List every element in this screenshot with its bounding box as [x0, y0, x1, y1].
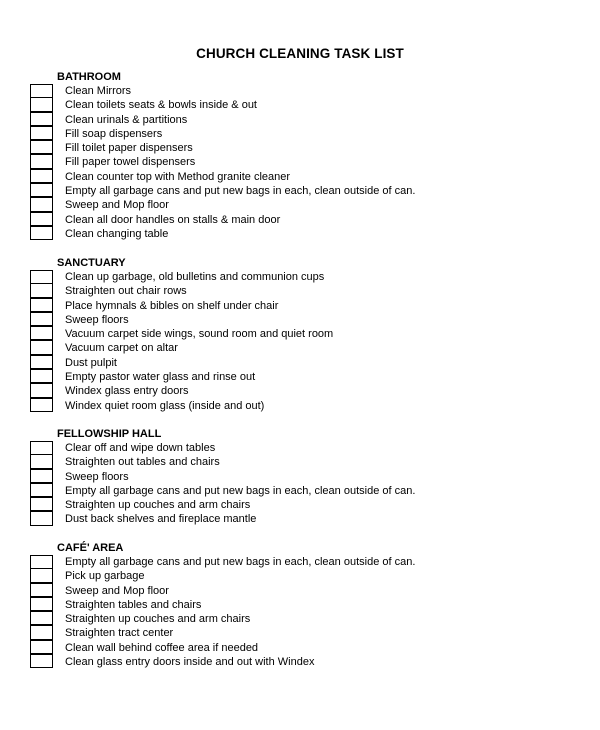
- section-cafe-area: [30, 542, 550, 669]
- task-row: [30, 98, 550, 112]
- task-row: [30, 498, 550, 512]
- task-label: Clean changing table: [65, 227, 169, 240]
- task-row: [30, 127, 550, 141]
- task-row: [30, 384, 550, 398]
- task-list: [30, 441, 550, 527]
- task-row: [30, 184, 550, 198]
- task-checkbox[interactable]: [30, 312, 53, 326]
- page-title: CHURCH CLEANING TASK LIST: [196, 46, 404, 61]
- task-label: Dust pulpit: [65, 356, 117, 369]
- task-checkbox[interactable]: [30, 611, 53, 625]
- task-checkbox[interactable]: [30, 340, 53, 354]
- task-row: [30, 155, 550, 169]
- task-checkbox[interactable]: [30, 270, 53, 284]
- task-label: Straighten tract center: [65, 627, 174, 640]
- task-row: [30, 313, 550, 327]
- task-checkbox[interactable]: [30, 126, 53, 140]
- task-list: [30, 555, 550, 669]
- task-label: Empty all garbage cans and put new bags in each, clean outside of can.: [65, 484, 416, 497]
- task-label: Clear off and wipe down tables: [65, 442, 216, 454]
- task-row: [30, 655, 550, 669]
- task-label: Clean counter top with Method granite cleaner: [65, 170, 291, 183]
- task-label: Place hymnals & bibles on shelf under chair: [65, 299, 279, 312]
- task-checkbox[interactable]: [30, 469, 53, 483]
- task-list: [30, 270, 550, 413]
- task-row: [30, 441, 550, 455]
- task-label: Sweep and Mop floor: [65, 199, 169, 212]
- task-row: [30, 198, 550, 212]
- task-row: [30, 84, 550, 98]
- task-row: [30, 113, 550, 127]
- task-checkbox[interactable]: [30, 355, 53, 369]
- task-label: Clean wall behind coffee area if needed: [65, 641, 259, 654]
- task-row: [30, 141, 550, 155]
- task-checkbox[interactable]: [30, 298, 53, 312]
- task-checkbox[interactable]: [30, 441, 53, 455]
- task-row: [30, 569, 550, 583]
- section-sanctuary: [30, 257, 550, 413]
- task-label: Straighten up couches and arm chairs: [65, 613, 251, 626]
- task-row: [30, 399, 550, 413]
- task-label: Straighten out chair rows: [65, 285, 187, 298]
- task-row: [30, 455, 550, 469]
- task-checkbox[interactable]: [30, 625, 53, 639]
- task-label: Sweep floors: [65, 313, 129, 326]
- task-label: Straighten up couches and arm chairs: [65, 499, 251, 512]
- task-checkbox[interactable]: [30, 597, 53, 611]
- task-row: [30, 299, 550, 313]
- task-label: Empty all garbage cans and put new bags in each, clean outside of can.: [65, 185, 416, 198]
- task-label: Clean urinals & partitions: [65, 113, 188, 126]
- task-label: Sweep and Mop floor: [65, 584, 169, 597]
- task-checkbox[interactable]: [30, 154, 53, 168]
- task-row: [30, 641, 550, 655]
- task-checkbox[interactable]: [30, 212, 53, 226]
- task-label: Sweep floors: [65, 470, 129, 483]
- task-checkbox[interactable]: [30, 283, 53, 297]
- task-checkbox[interactable]: [30, 583, 53, 597]
- task-checkbox[interactable]: [30, 654, 53, 668]
- task-checkbox[interactable]: [30, 369, 53, 383]
- task-label: Clean all door handles on stalls & main door: [65, 213, 281, 226]
- task-row: [30, 584, 550, 598]
- task-label: Empty pastor water glass and rinse out: [65, 371, 256, 384]
- task-checkbox[interactable]: [30, 226, 53, 240]
- task-checkbox[interactable]: [30, 84, 53, 98]
- task-row: [30, 341, 550, 355]
- task-list: [30, 84, 550, 241]
- section-fellowship-hall: [30, 428, 550, 527]
- task-label: Straighten out tables and chairs: [65, 456, 220, 469]
- task-label: Fill toilet paper dispensers: [65, 142, 193, 155]
- task-checkbox[interactable]: [30, 497, 53, 511]
- task-checkbox[interactable]: [30, 555, 53, 569]
- task-checkbox[interactable]: [30, 398, 53, 412]
- task-row: [30, 484, 550, 498]
- task-row: [30, 270, 550, 284]
- task-label: Dust back shelves and fireplace mantle: [65, 513, 257, 526]
- task-checkbox[interactable]: [30, 97, 53, 111]
- task-label: Windex quiet room glass (inside and out): [65, 399, 265, 412]
- section-title: SANCTUARY: [57, 257, 126, 269]
- task-label: Pick up garbage: [65, 570, 145, 583]
- task-row: [30, 470, 550, 484]
- task-checkbox[interactable]: [30, 197, 53, 211]
- task-label: Fill paper towel dispensers: [65, 156, 196, 169]
- task-checkbox[interactable]: [30, 183, 53, 197]
- task-row: [30, 612, 550, 626]
- task-checkbox[interactable]: [30, 568, 53, 582]
- section-title: FELLOWSHIP HALL: [57, 428, 162, 440]
- task-row: [30, 227, 550, 241]
- task-row: [30, 598, 550, 612]
- section-title: BATHROOM: [57, 71, 121, 83]
- task-checkbox[interactable]: [30, 640, 53, 654]
- task-row: [30, 213, 550, 227]
- task-checkbox[interactable]: [30, 511, 53, 525]
- task-checkbox[interactable]: [30, 326, 53, 340]
- task-row: [30, 370, 550, 384]
- section-bathroom: [30, 71, 550, 241]
- task-row: [30, 327, 550, 341]
- task-label: Clean up garbage, old bulletins and communion cups: [65, 271, 325, 283]
- task-checkbox[interactable]: [30, 483, 53, 497]
- task-label: Clean toilets seats & bowls inside & out: [65, 99, 257, 112]
- task-label: Clean glass entry doors inside and out with Windex: [65, 656, 315, 669]
- task-label: Vacuum carpet on altar: [65, 342, 178, 355]
- task-row: [30, 356, 550, 370]
- task-row: [30, 626, 550, 640]
- task-row: [30, 555, 550, 569]
- task-label: Windex glass entry doors: [65, 385, 189, 398]
- task-checkbox[interactable]: [30, 383, 53, 397]
- task-row: [30, 284, 550, 298]
- task-checkbox[interactable]: [30, 140, 53, 154]
- task-label: Clean Mirrors: [65, 85, 132, 97]
- task-label: Vacuum carpet side wings, sound room and quiet room: [65, 328, 334, 341]
- task-row: [30, 512, 550, 526]
- task-checkbox[interactable]: [30, 454, 53, 468]
- task-label: Empty all garbage cans and put new bags in each, clean outside of can.: [65, 556, 416, 568]
- task-checkbox[interactable]: [30, 112, 53, 126]
- task-label: Straighten tables and chairs: [65, 598, 202, 611]
- task-checkbox[interactable]: [30, 169, 53, 183]
- task-label: Fill soap dispensers: [65, 127, 163, 140]
- section-title: CAFÉ' AREA: [57, 542, 124, 554]
- task-row: [30, 170, 550, 184]
